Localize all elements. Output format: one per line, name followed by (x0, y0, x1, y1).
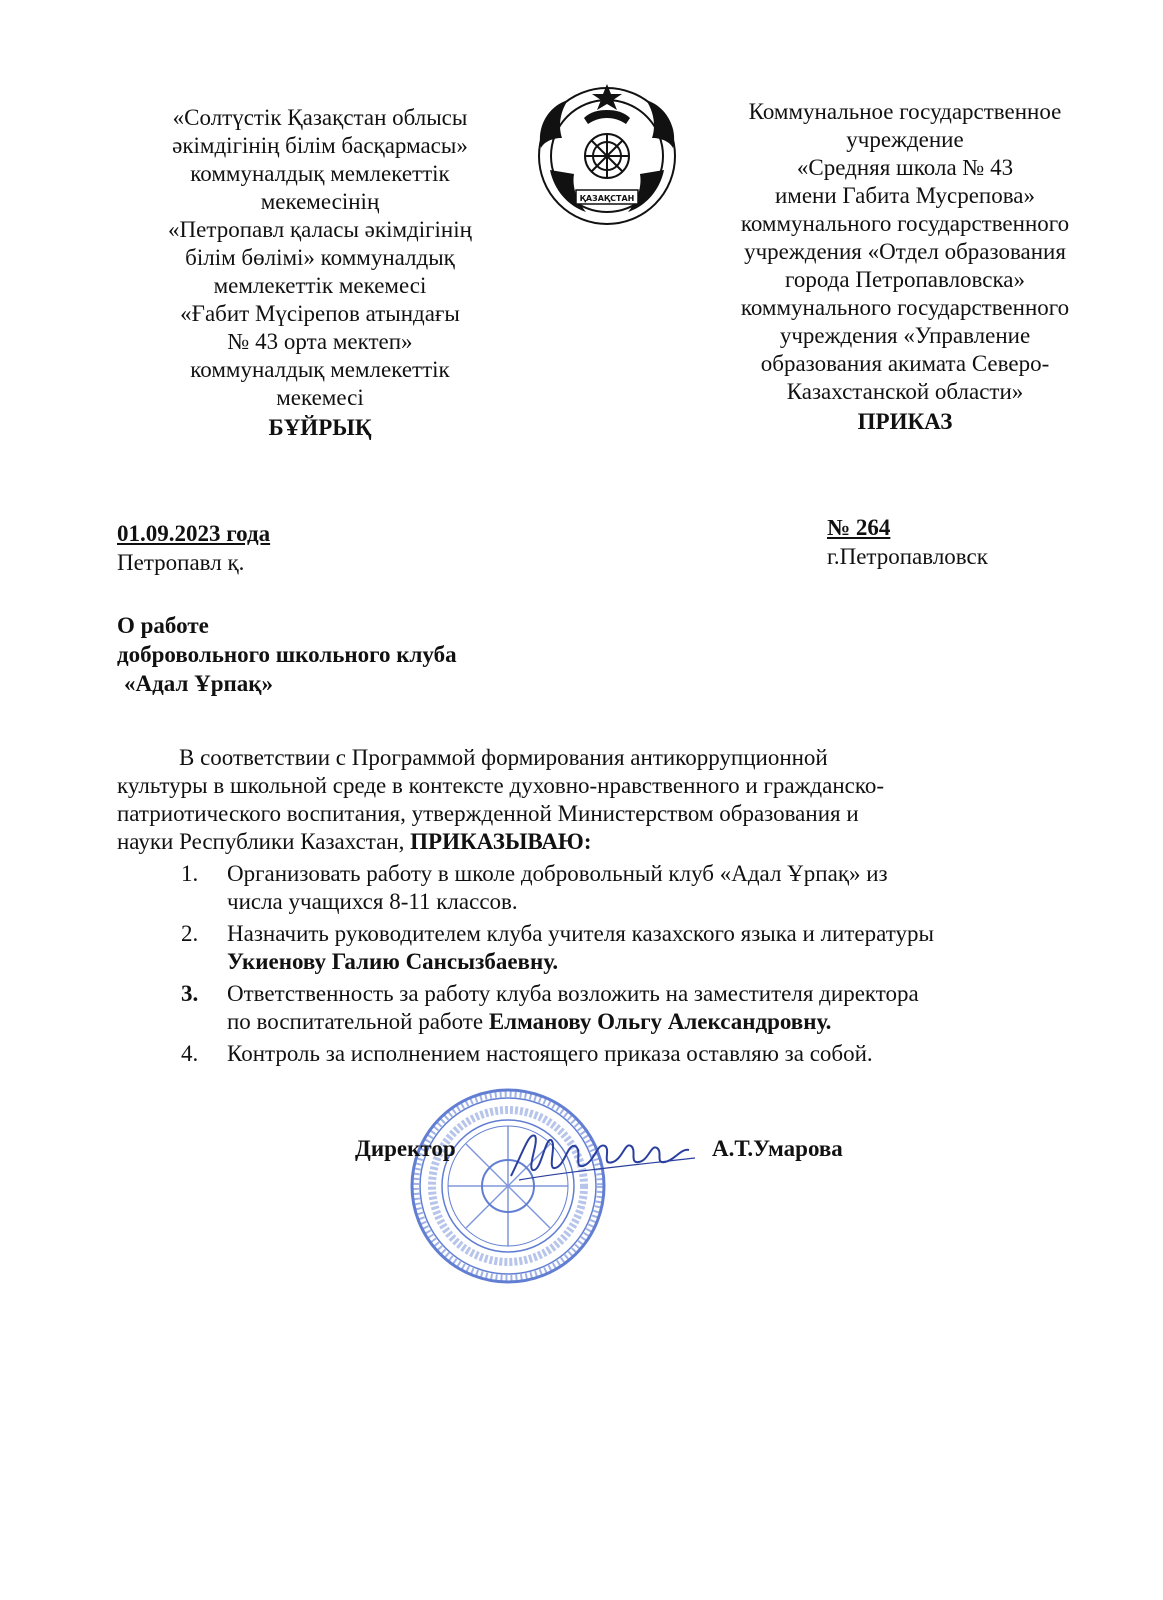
order-item (117, 860, 1077, 916)
header-ru-line: учреждение (846, 127, 964, 152)
preamble-text: науки Республики Казахстан, (117, 829, 411, 854)
header-ru-line: Казахстанской области» (786, 379, 1024, 404)
item-text-plain: по воспитательной работе (227, 1009, 489, 1034)
item-text (225, 948, 1077, 976)
preamble-line (117, 828, 1077, 856)
item-text: Назначить руководителем клуба учителя казахского языка и литературы (227, 921, 934, 946)
order-body (117, 744, 1077, 1068)
item-text-bold: Укиенову Галию Сансызбаевну. (227, 949, 559, 974)
header-ru (690, 98, 1120, 436)
item-number: 4. (181, 1041, 199, 1066)
preamble-line: культуры в школьной среде в контексте духовно-нравственного и гражданско- (117, 773, 885, 798)
item-text (225, 888, 1077, 916)
header-ru-line: города Петропавловска» (784, 267, 1026, 292)
item-number: 1. (181, 861, 199, 886)
signatory-title: Директор (355, 1136, 456, 1161)
header-kz-line: мекемесі (276, 385, 364, 410)
header-kz-line: «Солтүстік Қазақстан облысы (172, 105, 468, 130)
item-text-plain: числа учащихся 8-11 классов. (227, 889, 518, 914)
header-ru-line: коммунального государственного (740, 295, 1070, 320)
emblem-label: ҚАЗАҚСТАН (579, 194, 635, 203)
item-number: 2. (181, 921, 199, 946)
item-text: Контроль за исполнением настоящего приказа оставляю за собой. (227, 1041, 873, 1066)
subject-line-2: добровольного школьного клуба (117, 642, 457, 667)
item-number: 3. (181, 981, 199, 1006)
header-ru-line: «Средняя школа № 43 (796, 155, 1014, 180)
order-item (117, 980, 1077, 1036)
header-kz-line: мемлекеттік мекемесі (213, 273, 427, 298)
order-items (117, 860, 1077, 1068)
header-ru-line: образования акимата Северо- (760, 351, 1050, 376)
order-number: № 264 (827, 515, 891, 540)
signatory-name: А.Т.Умарова (712, 1136, 843, 1161)
subject-line-3: «Адал Ұрпақ» (124, 671, 274, 696)
doc-type-kz: БҰЙРЫҚ (268, 415, 372, 440)
state-emblem-icon (528, 78, 686, 228)
header-ru-line: имени Габита Мусрепова» (774, 183, 1036, 208)
header-kz-line: білім бөлімі» коммуналдық (185, 245, 455, 270)
item-text: Организовать работу в школе добровольный клуб «Адал Ұрпақ» из (227, 861, 888, 886)
header-kz-line: мекемесінің (260, 189, 380, 214)
header-kz-line: коммуналдық мемлекеттік (190, 357, 450, 382)
item-text: Ответственность за работу клуба возложить на заместителя директора (227, 981, 919, 1006)
item-text (225, 1008, 1077, 1036)
preamble-line: патриотического воспитания, утвержденной Министерством образования и (117, 801, 859, 826)
header-ru-line: Коммунальное государственное (748, 99, 1062, 124)
order-date: 01.09.2023 года (117, 521, 271, 546)
place-ru: г.Петропавловск (827, 544, 988, 569)
header-kz-line: коммуналдық мемлекеттік (190, 161, 450, 186)
item-text-bold: Елманову Ольгу Александровну. (488, 1009, 832, 1034)
header-kz (100, 104, 540, 442)
place-kz: Петропавл қ. (117, 550, 245, 575)
handwritten-signature-icon (505, 1122, 705, 1192)
header-kz-line: «Ғабит Мүсірепов атындағы (180, 301, 460, 326)
header-kz-line: «Петропавл қаласы әкімдігінің (168, 217, 472, 242)
header-kz-line: әкімдігінің білім басқармасы» (172, 133, 468, 158)
order-item (117, 920, 1077, 976)
subject-line-1: О работе (117, 613, 209, 638)
order-keyword: ПРИКАЗЫВАЮ: (410, 829, 592, 854)
order-item (117, 1040, 1077, 1068)
preamble-line: В соответствии с Программой формирования антикоррупционной (179, 745, 828, 770)
header-kz-line: № 43 орта мектеп» (227, 329, 413, 354)
doc-type-ru: ПРИКАЗ (857, 409, 953, 434)
header-ru-line: коммунального государственного (740, 211, 1070, 236)
header-ru-line: учреждения «Управление (779, 323, 1031, 348)
header-ru-line: учреждения «Отдел образования (744, 239, 1066, 264)
